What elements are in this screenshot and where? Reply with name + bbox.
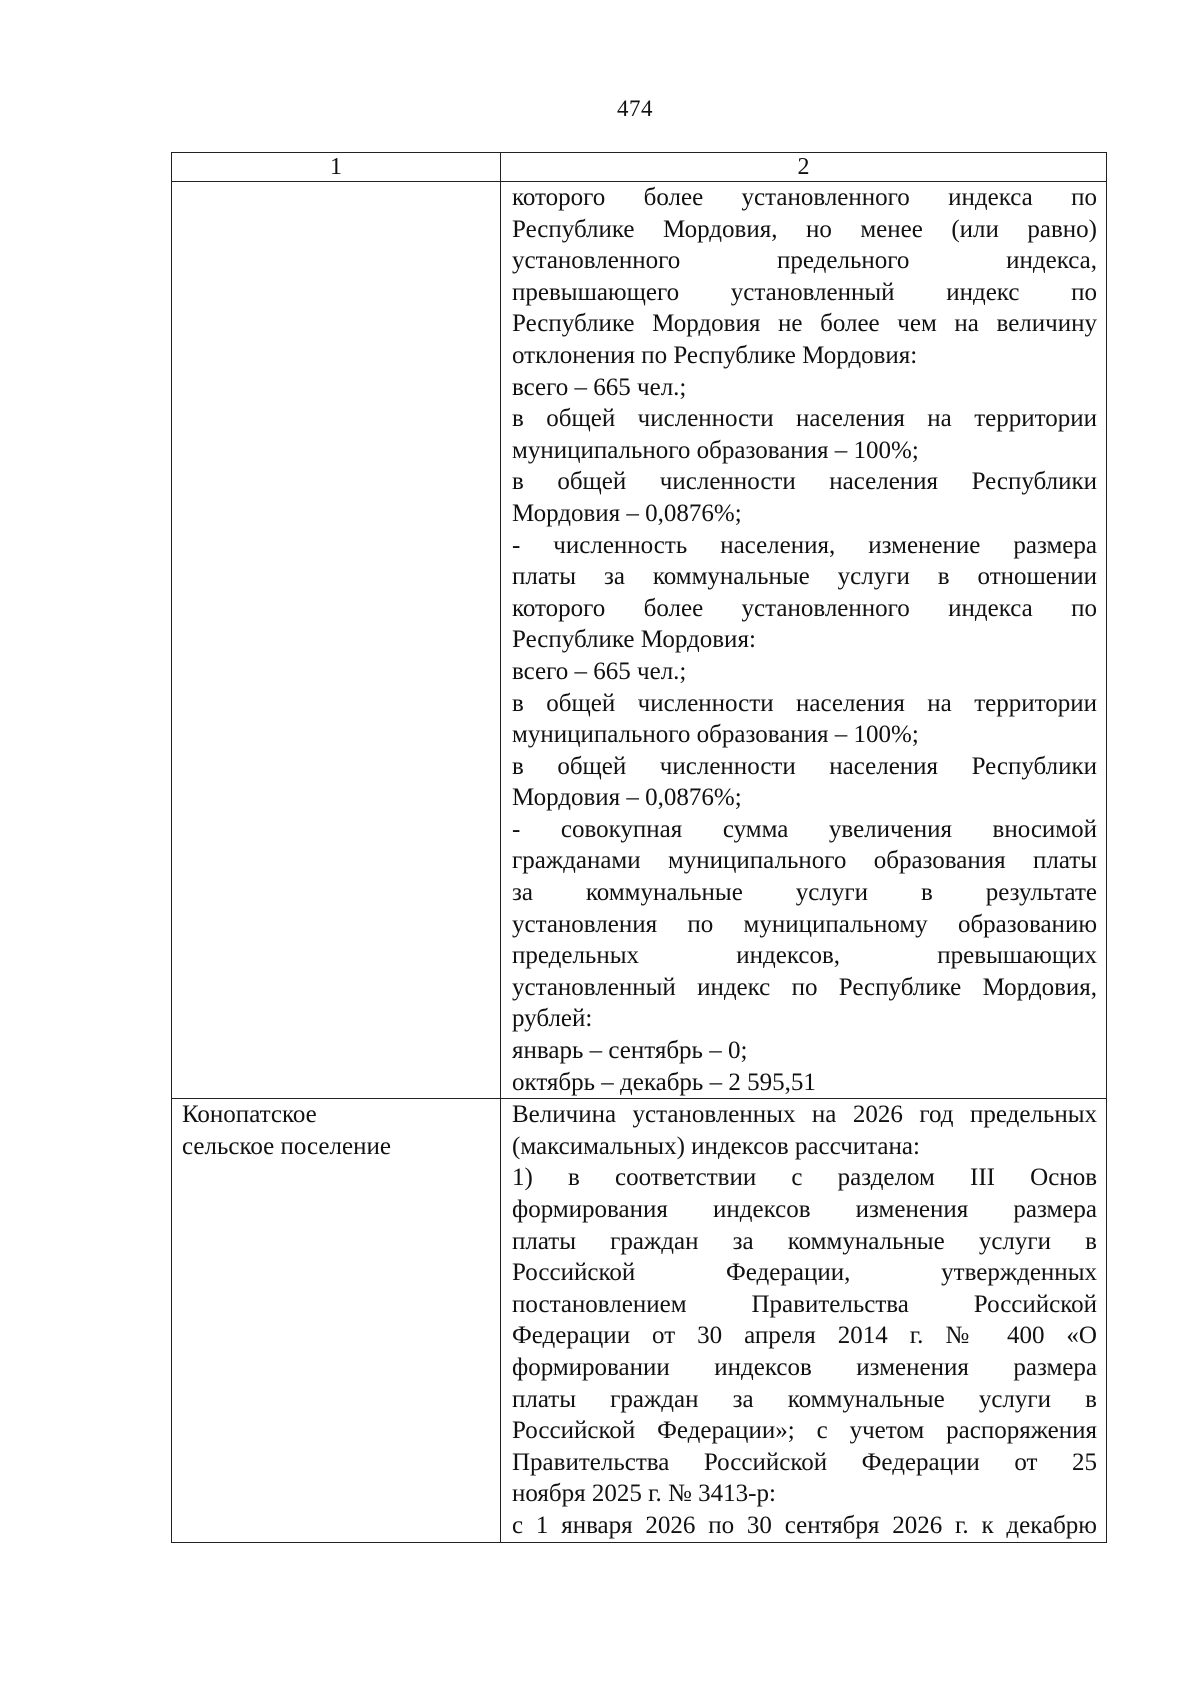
text-line: Республике Мордовия не более чем на величину bbox=[512, 310, 1097, 338]
text-line: гражданами муниципального образования платы bbox=[512, 847, 1097, 875]
text-line: Республике Мордовия, но менее (или равно) bbox=[512, 215, 1097, 243]
page-number: 474 bbox=[617, 96, 653, 121]
column-header-2: 2 bbox=[501, 153, 1107, 182]
text-line: в общей численности населения Республики bbox=[512, 468, 1097, 496]
text-line: которого более установленного индекса по bbox=[512, 594, 1097, 622]
text-line: платы граждан за коммунальные услуги в bbox=[512, 1385, 1097, 1413]
text-line: октябрь – декабрь – 2 595,51 bbox=[512, 1068, 816, 1096]
text-line: Конопатское bbox=[182, 1101, 317, 1129]
text-line: платы за коммунальные услуги в отношении bbox=[512, 563, 1097, 591]
text-line: за коммунальные услуги в результате bbox=[512, 879, 1097, 907]
text-line: сельское поселение bbox=[182, 1132, 391, 1160]
text-line: всего – 665 чел.; bbox=[512, 657, 687, 685]
text-line: превышающего установленный индекс по bbox=[512, 278, 1097, 306]
regulation-table bbox=[171, 152, 1107, 1543]
description-cell bbox=[501, 182, 1107, 1099]
text-line: с 1 января 2026 по 30 сентября 2026 г. к декабрю bbox=[512, 1511, 1097, 1539]
table-row bbox=[172, 1099, 1107, 1542]
text-line: предельных индексов, превышающих bbox=[512, 942, 1097, 970]
text-line: платы граждан за коммунальные услуги в bbox=[512, 1227, 1097, 1255]
text-line: постановлением Правительства Российской bbox=[512, 1290, 1097, 1318]
text-line: Российской Федерации»; с учетом распоряжения bbox=[512, 1417, 1097, 1445]
text-line: формирования индексов изменения размера bbox=[512, 1196, 1097, 1223]
description-cell bbox=[501, 1099, 1107, 1542]
text-line: - совокупная сумма увеличения вносимой bbox=[512, 815, 1097, 843]
municipality-cell bbox=[172, 1099, 501, 1542]
text-line: Федерации от 30 апреля 2014 г. № 400 «О bbox=[512, 1322, 1097, 1350]
text-line: в общей численности населения на территории bbox=[512, 405, 1097, 433]
table-header-row bbox=[172, 153, 1107, 182]
text-line: муниципального образования – 100%; bbox=[512, 436, 919, 464]
text-line: (максимальных) индексов рассчитана: bbox=[512, 1132, 920, 1160]
text-line: Республике Мордовия: bbox=[512, 626, 756, 654]
text-line: формировании индексов изменения размера bbox=[512, 1353, 1097, 1381]
text-line: отклонения по Республике Мордовия: bbox=[512, 341, 918, 369]
text-line: Российской Федерации, утвержденных bbox=[512, 1259, 1097, 1287]
text-line: Мордовия – 0,0876%; bbox=[512, 784, 742, 812]
text-line: рублей: bbox=[512, 1005, 593, 1033]
text-line: установленный индекс по Республике Мордовия, bbox=[512, 973, 1097, 1001]
text-line: 1) в соответствии с разделом III Основ bbox=[512, 1164, 1097, 1192]
text-line: в общей численности населения Республики bbox=[512, 752, 1097, 780]
text-line: январь – сентябрь – 0; bbox=[512, 1037, 748, 1065]
text-line: Правительства Российской Федерации от 25 bbox=[512, 1448, 1097, 1476]
text-line: всего – 665 чел.; bbox=[512, 373, 687, 401]
text-line: установления по муниципальному образованию bbox=[512, 910, 1097, 938]
text-line: Величина установленных на 2026 год предельных bbox=[512, 1101, 1097, 1129]
text-line: в общей численности населения на территории bbox=[512, 689, 1097, 717]
table-row bbox=[172, 182, 1107, 1099]
text-line: муниципального образования – 100%; bbox=[512, 721, 919, 749]
text-line: которого более установленного индекса по bbox=[512, 184, 1097, 211]
column-header-1: 1 bbox=[172, 153, 501, 182]
text-line: Мордовия – 0,0876%; bbox=[512, 499, 742, 527]
text-line: ноября 2025 г. № 3413-р: bbox=[512, 1480, 776, 1508]
text-line: установленного предельного индекса, bbox=[512, 247, 1097, 275]
municipality-cell bbox=[172, 182, 501, 1099]
text-line: - численность населения, изменение размера bbox=[512, 531, 1097, 559]
